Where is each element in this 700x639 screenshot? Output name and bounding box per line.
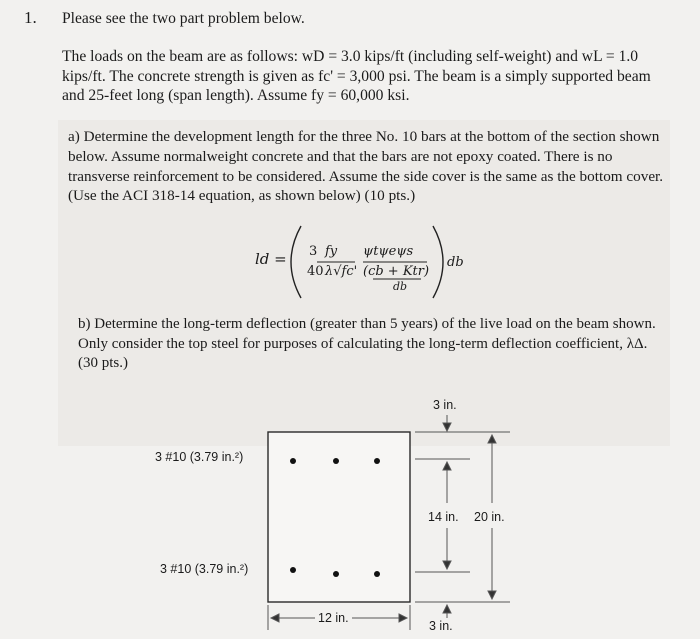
- eq-lambda: λ√fc': [325, 264, 358, 279]
- bottom-bar: [374, 571, 380, 577]
- eq-num-3: 3: [309, 244, 318, 259]
- bottom-cover-dimension: 3 in.: [429, 619, 453, 633]
- eq-psi: ψtψeψs: [363, 244, 414, 259]
- eq-db-small: db: [393, 280, 408, 293]
- top-bar: [333, 458, 339, 464]
- eq-cb-ktr: (cb + Ktr): [363, 264, 430, 279]
- intro-text: Please see the two part problem below.: [62, 10, 305, 27]
- total-height-dimension: 20 in.: [474, 510, 505, 524]
- eq-den-40: 40: [307, 264, 324, 279]
- eq-lhs: ld =: [255, 250, 287, 268]
- bottom-bar: [290, 567, 296, 573]
- bottom-bar: [333, 571, 339, 577]
- part-a-text: a) Determine the development length for the three No. 10 bars at the bottom of the section shown below. Assume normalweight concrete and that the bars are not epoxy coated. There is no transverse reinforcement to be considered. Assume the side cover is the same as the bottom cover. (Use the ACI 318-14 equation, as shown below) (10 pts.): [68, 128, 664, 205]
- part-b-text: b) Determine the long-term deflection (greater than 5 years) of the live load on the beam shown. Only consider the top steel for purposes of calculating the long-term deflection coefficient, λΔ. (30 pts.): [78, 316, 656, 372]
- eq-db: db: [447, 255, 464, 270]
- top-bar: [290, 458, 296, 464]
- effective-depth-dimension: 14 in.: [428, 510, 459, 524]
- top-bars-label: 3 #10 (3.79 in.²): [155, 450, 244, 464]
- beam-section-outline: [268, 432, 410, 602]
- loads-paragraph: The loads on the beam are as follows: wD = 3.0 kips/ft (including self-weight) and wL = 1.0 kips/ft. The concrete strength is given as fc' = 3,000 psi. The beam is a simply supported beam and 25-feet long (span length). Assume fy = 60,000 ksi.: [62, 48, 651, 104]
- problem-number: 1.: [24, 8, 37, 27]
- eq-fy: fy: [325, 244, 338, 259]
- width-dimension: 12 in.: [318, 611, 349, 625]
- top-bar: [374, 458, 380, 464]
- top-cover-dimension: 3 in.: [433, 398, 457, 412]
- bottom-bars-label: 3 #10 (3.79 in.²): [160, 562, 249, 576]
